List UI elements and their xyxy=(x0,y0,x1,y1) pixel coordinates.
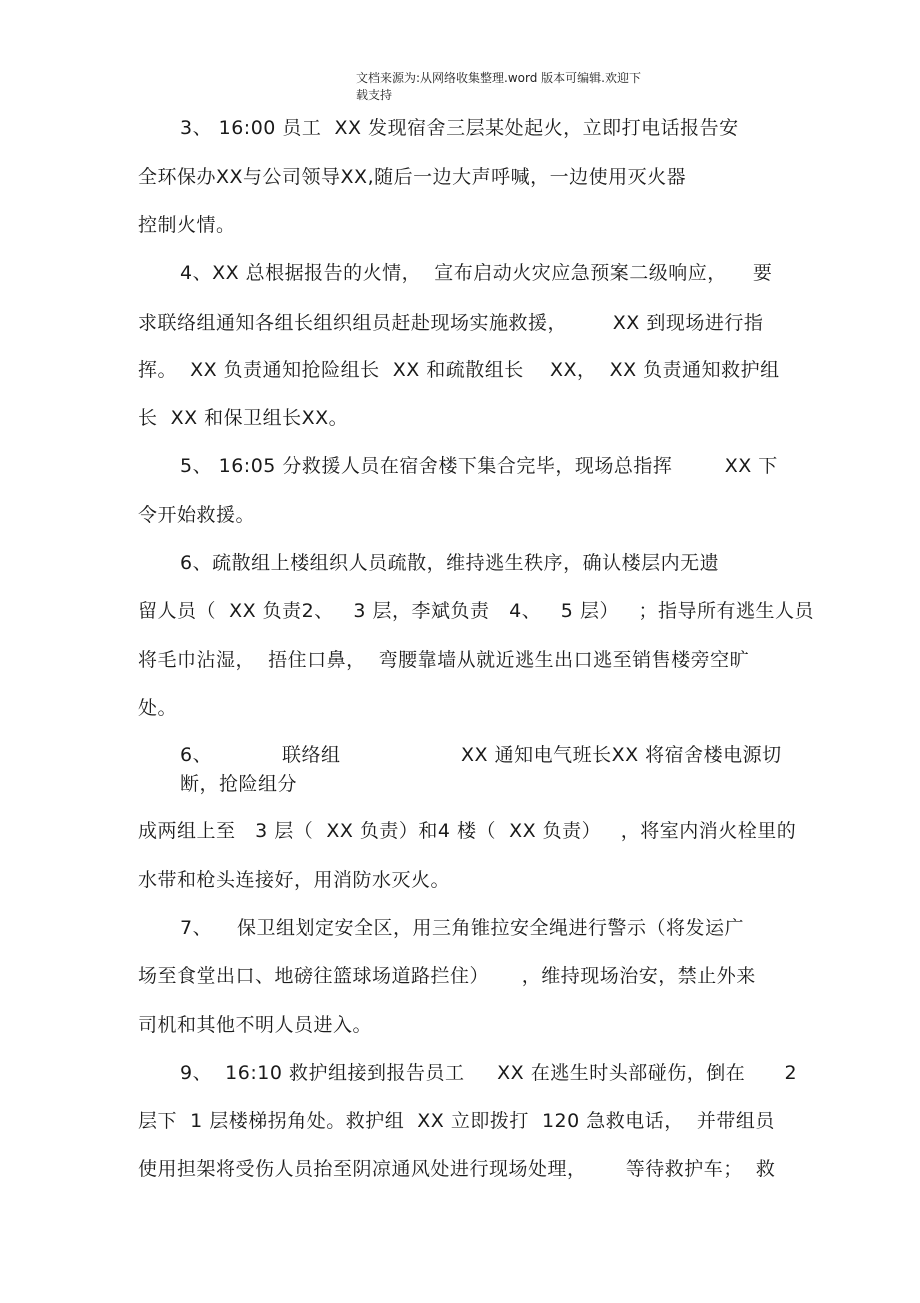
paragraph-5-line-1: 5、 16:05 分救援人员在宿舍楼下集合完毕，现场总指挥 XX 下 xyxy=(180,455,778,477)
paragraph-4-line-2: 求联络组通知各组长组织组员赶赴现场实施救援， XX 到现场进行指 xyxy=(138,312,764,334)
paragraph-9-line-2: 层下 1 层楼梯拐角处。救护组 XX 立即拨打 120 急救电话， 并带组员 xyxy=(138,1110,775,1132)
paragraph-6b-text: XX 通知电气班长XX 将宿舍楼电源切 xyxy=(461,744,782,766)
header-line-2: 载支持 xyxy=(356,88,393,102)
paragraph-6a-line-1: 6、疏散组上楼组织人员疏散，维持逃生秩序，确认楼层内无遗 xyxy=(180,552,720,574)
paragraph-4-line-3: 挥。 XX 负责通知抢险组长 XX 和疏散组长 XX， XX 负责通知救护组 xyxy=(138,359,780,381)
paragraph-7-text: 保卫组划定安全区，用三角锥拉安全绳进行警示（将发运广 xyxy=(237,917,745,939)
paragraph-6a-line-2: 留人员（ XX 负责2、 3 层，李斌负责 4、 5 层） ；指导所有逃生人员 xyxy=(138,600,815,622)
paragraph-6a-line-4: 处。 xyxy=(138,697,178,719)
paragraph-6b-line-3: 成两组上至 3 层（ XX 负责）和4 楼（ XX 负责） ，将室内消火栓里的 xyxy=(138,820,797,842)
paragraph-3-line-2: 全环保办XX与公司领导XX,随后一边大声呼喊，一边使用灭火器 xyxy=(138,166,687,188)
paragraph-7-line-2: 场至食堂出口、地磅往篮球场道路拦住） ，维持现场治安，禁止外来 xyxy=(138,965,756,987)
paragraph-3-line-1: 3、 16:00 员工 XX 发现宿舍三层某处起火，立即打电话报告安 xyxy=(180,117,739,139)
paragraph-6b-line-2: 断，抢险组分 xyxy=(180,773,298,795)
paragraph-6b-line-4: 水带和枪头连接好，用消防水灭火。 xyxy=(138,869,451,891)
paragraph-4-line-1: 4、XX 总根据报告的火情， 宣布启动火灾应急预案二级响应， 要 xyxy=(180,262,773,284)
header-line-1: 文档来源为:从网络收集整理.word 版本可编辑.欢迎下 xyxy=(356,71,641,85)
paragraph-9-line-3: 使用担架将受伤人员抬至阴凉通风处进行现场处理， 等待救护车； 救 xyxy=(138,1158,776,1180)
paragraph-6a-line-3: 将毛巾沾湿， 捂住口鼻， 弯腰靠墙从就近逃生出口逃至销售楼旁空旷 xyxy=(138,649,750,671)
paragraph-5-line-2: 令开始救援。 xyxy=(138,504,256,526)
paragraph-6b-number: 6、 xyxy=(180,744,213,766)
paragraph-7-line-3: 司机和其他不明人员进入。 xyxy=(138,1014,373,1036)
paragraph-6b-group: 联络组 xyxy=(282,744,341,766)
paragraph-9-line-1: 9、 16:10 救护组接到报告员工 XX 在逃生时头部碰伤，倒在 2 xyxy=(180,1062,798,1084)
paragraph-3-line-3: 控制火情。 xyxy=(138,214,236,236)
paragraph-4-line-4: 长 XX 和保卫组长XX。 xyxy=(138,407,349,429)
paragraph-7-number: 7、 xyxy=(180,917,213,939)
document-header-note xyxy=(356,70,686,104)
